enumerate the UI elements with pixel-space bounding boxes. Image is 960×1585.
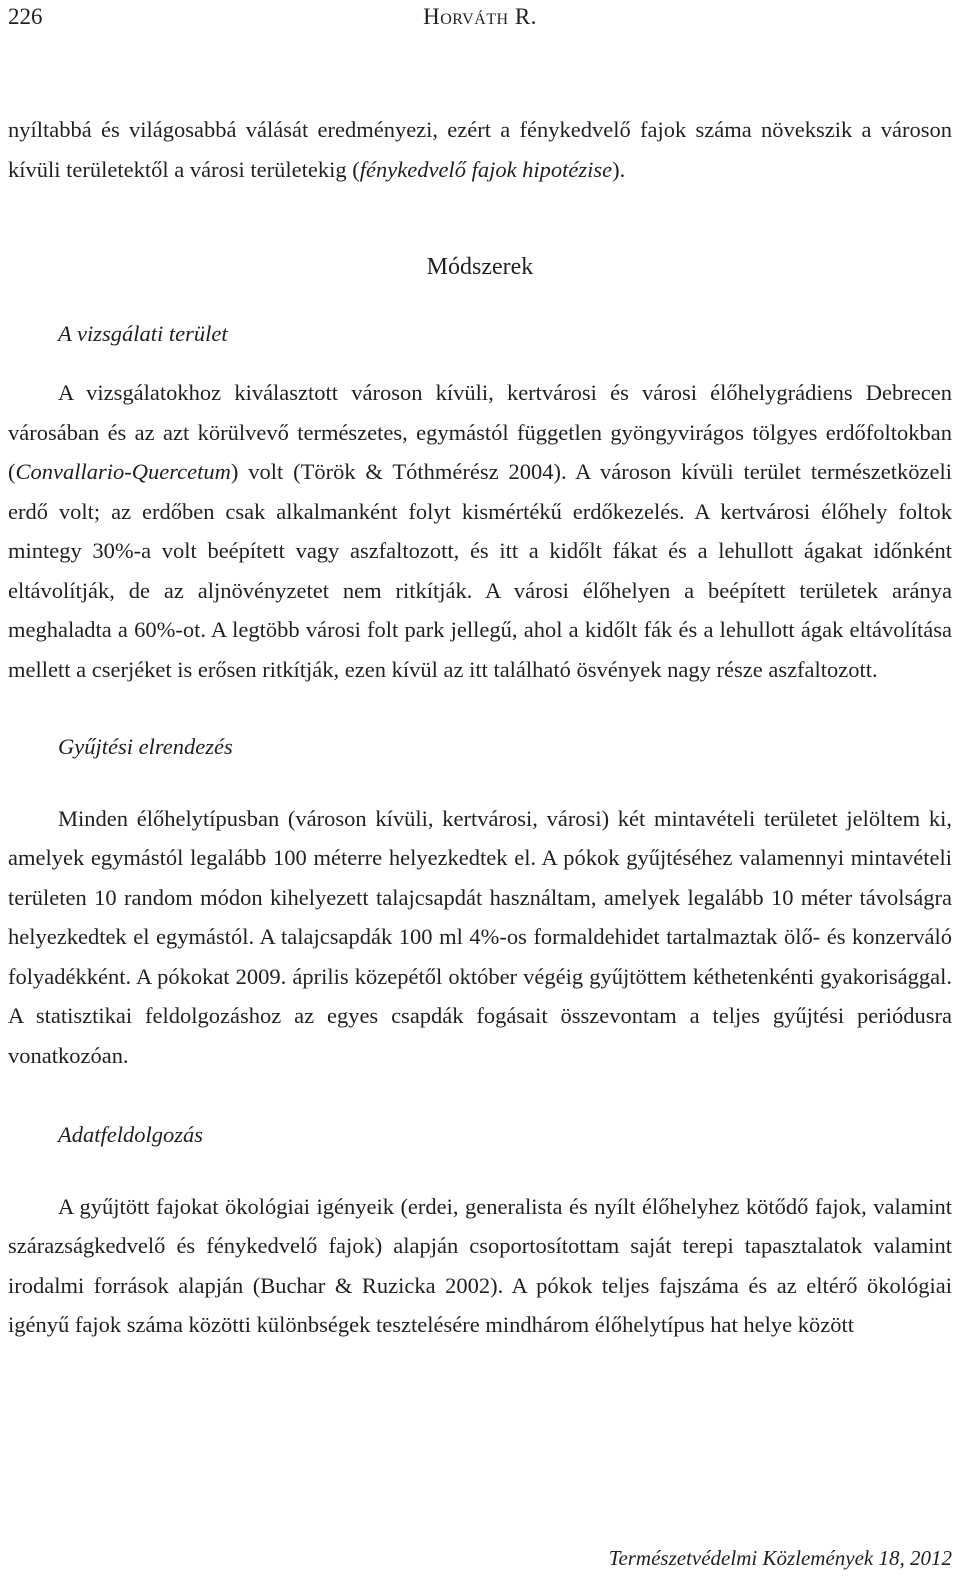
running-head: Horváth R. <box>423 4 537 29</box>
study-area-paragraph <box>8 373 952 689</box>
main-content <box>8 110 952 1345</box>
sampling-paragraph: Minden élőhelytípusban (városon kívüli, kertvárosi, városi) két mintavételi területet jelöltem ki, amelyek egymástól legalább 100 méterre helyezkedtek el. A pókok gyűjtéséhez valamennyi mintavételi területen 10 random módon kihelyezett talajcsapdát használtam, amelyek legalább 10 méter távolságra helyezkedtek el egymástól. A talajcsapdák 100 ml 4%-os formaldehidet tartalmaztak ölő- és konzerváló folyadékként. A pókokat 2009. április közepétől október végéig gyűjtöttem kéthetenkénti gyakorisággal. A statisztikai feldolgozáshoz az egyes csapdák fogásait összevontam a teljes gyűjtési periódusra vonatkozóan. <box>8 805 952 1068</box>
data-processing-paragraph: A gyűjtött fajokat ökológiai igényeik (erdei, generalista és nyílt élőhelyhez kötődő fajok, valamint szárazságkedvelő és fénykedvelő fajok) alapján csoportosítottam saját terepi tapasztalatok valamint irodalmi források alapján (Buchar & Ruzicka 2002). A pókok teljes fajszáma és az eltérő ökológiai igényű fajok száma közötti különbségek tesztelésére mindhárom élőhelytípus hat helye között <box>8 1193 952 1337</box>
section-title: Módszerek <box>426 254 534 280</box>
subheading-sampling: Gyűjtési elrendezés <box>58 734 233 759</box>
intro-text-after: ). <box>612 156 626 182</box>
study-area-italic: Convallario-Quercetum <box>15 459 231 484</box>
intro-text-before: nyíltabbá és világosabbá válását eredményezi, ezért a fénykedvelő fajok száma növekszik a városon kívüli területektől a városi területekig ( <box>8 117 952 182</box>
page-footer: Természetvédelmi Közlemények 18, 2012 <box>608 1546 952 1570</box>
page-header <box>8 4 952 40</box>
intro-italic: fénykedvelő fajok hipotézise <box>359 156 613 182</box>
study-area-text-after: ) volt (Török & Tóthmérész 2004). A városon kívüli terület természetközeli erdő volt; az erdőben csak alkalmanként folyt kismértékű erdőkezelés. A kertvárosi élőhely foltok mintegy 30%-a volt beépített vagy aszfaltozott, és itt a kidőlt fákat és a lehullott ágakat időnként eltávolítják, de az aljnövényzetet nem ritkítják. A városi élőhelyen a beépített területek aránya meghaladta a 60%-ot. A legtöbb városi folt park jellegű, ahol a kidőlt fák és a lehullott ágak eltávolítása mellett a cserjéket is erősen ritkítják, ezen kívül az itt található ösvények nagy része aszfaltozott. <box>8 459 952 682</box>
intro-paragraph <box>8 110 952 189</box>
page-number: 226 <box>8 4 43 29</box>
subheading-data-processing: Adatfeldolgozás <box>58 1122 203 1147</box>
study-area-text-before: A vizsgálatokhoz kiválasztott városon kívüli, kertvárosi és városi élőhelygrádiens Debrecen városában és az azt körülvevő természetes, egymástól független gyöngyvirágos tölgyes erdőfoltokban ( <box>8 380 952 484</box>
subheading-study-area: A vizsgálati terület <box>58 320 228 346</box>
